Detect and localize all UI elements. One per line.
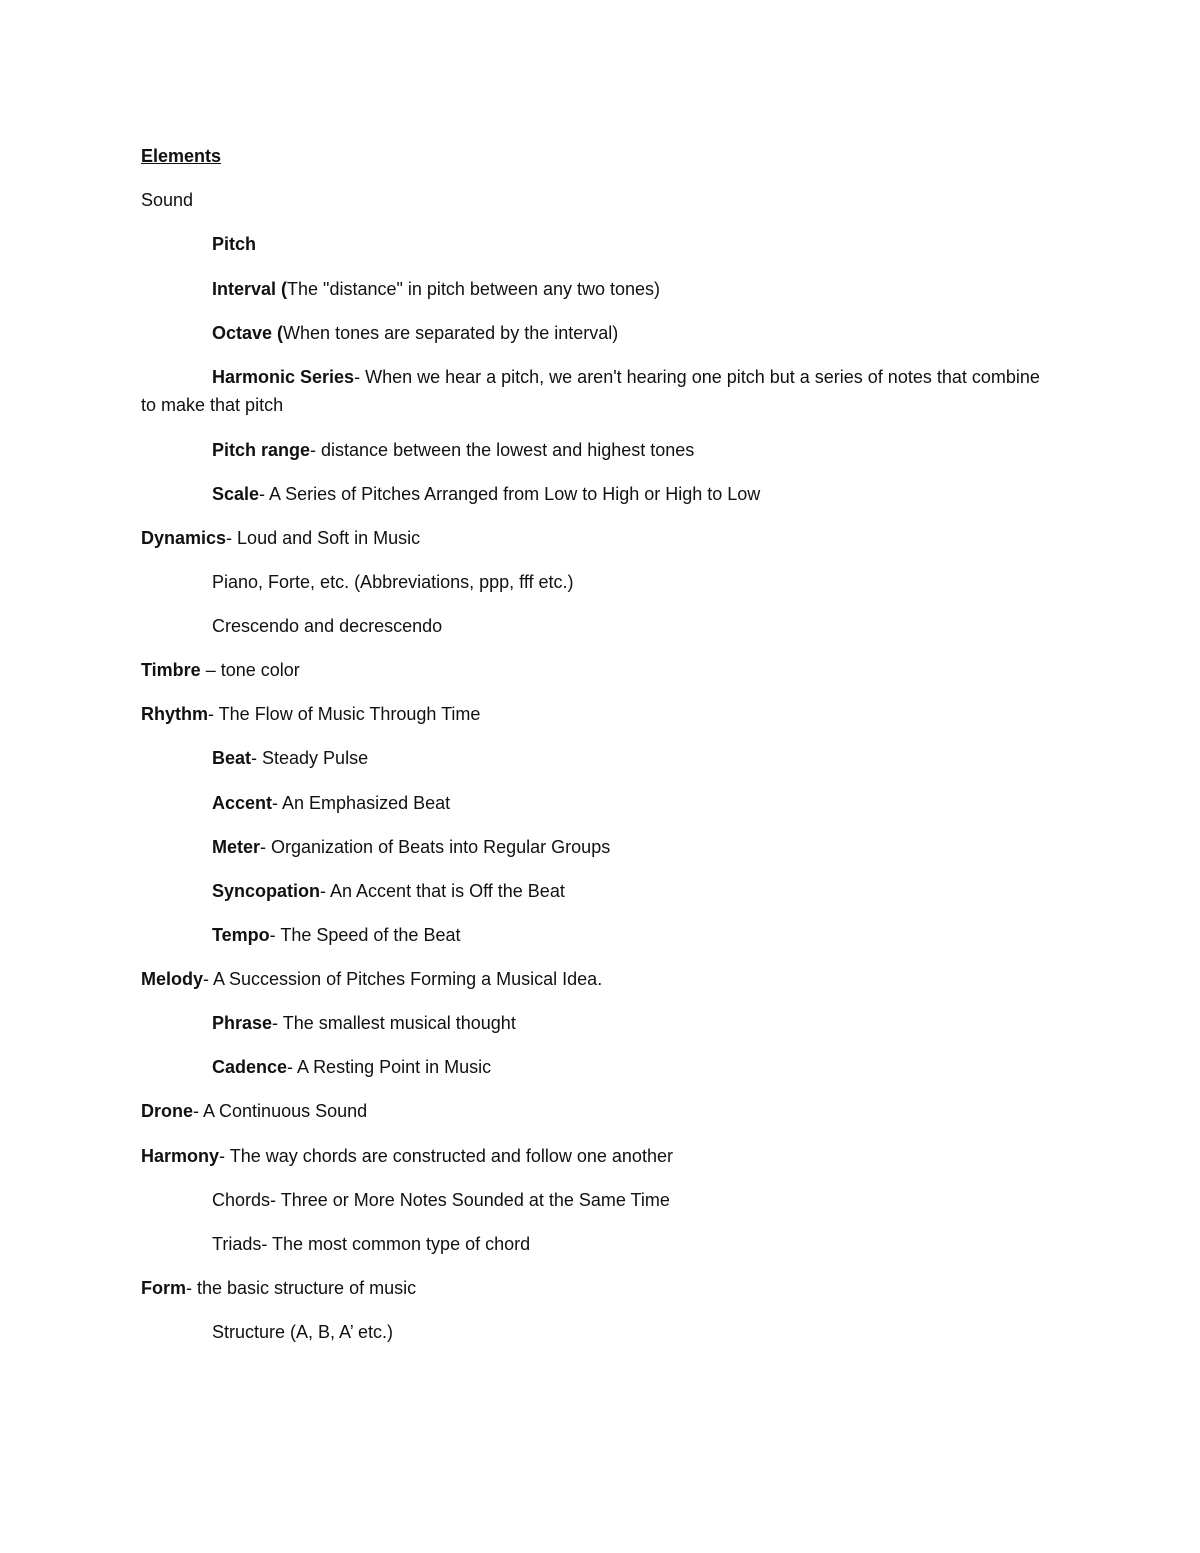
meter-def: - Organization of Beats into Regular Groups <box>260 837 611 857</box>
beat-def: - Steady Pulse <box>251 748 369 768</box>
line-sound <box>141 186 1051 214</box>
pitch-term: Pitch <box>212 234 257 254</box>
line-triads <box>212 1230 1122 1258</box>
line-harmonic-series <box>141 363 1051 419</box>
dynamics-def: - Loud and Soft in Music <box>226 528 421 548</box>
line-rhythm <box>141 700 1051 728</box>
octave-term: Octave ( <box>212 323 284 343</box>
timbre-term: Timbre <box>141 660 201 680</box>
cadence-term: Cadence <box>212 1057 288 1077</box>
line-accent <box>212 789 1122 817</box>
phrase-term: Phrase <box>212 1013 273 1033</box>
octave-def: When tones are separated by the interval) <box>283 323 619 343</box>
harmonic-series-def: - When we hear a pitch, we aren't hearing one pitch but a series of notes that combine to make that pitch <box>141 367 1040 415</box>
beat-term: Beat <box>212 748 252 768</box>
heading-text: Elements <box>141 146 222 166</box>
line-piano-forte <box>212 568 1122 596</box>
line-phrase <box>212 1009 1122 1037</box>
line-timbre <box>141 656 1051 684</box>
form-term: Form <box>141 1278 186 1298</box>
line-beat <box>212 744 1122 772</box>
pitch-range-def: - distance between the lowest and highest tones <box>310 440 695 460</box>
rhythm-def: - The Flow of Music Through Time <box>208 704 481 724</box>
harmonic-series-term: Harmonic Series <box>212 367 355 387</box>
cadence-def: - A Resting Point in Music <box>287 1057 492 1077</box>
line-interval <box>212 275 1122 303</box>
scale-def: - A Series of Pitches Arranged from Low to High or High to Low <box>259 484 761 504</box>
melody-term: Melody <box>141 969 204 989</box>
crescendo-text: Crescendo and decrescendo <box>212 616 443 636</box>
syncopation-term: Syncopation <box>212 881 321 901</box>
interval-def: The "distance" in pitch between any two tones) <box>287 279 661 299</box>
piano-forte-text: Piano, Forte, etc. (Abbreviations, ppp, fff etc.) <box>212 572 574 592</box>
sound-text: Sound <box>141 190 194 210</box>
line-tempo <box>212 921 1122 949</box>
line-crescendo <box>212 612 1122 640</box>
timbre-def: – tone color <box>200 660 300 680</box>
line-chords <box>212 1186 1122 1214</box>
line-structure <box>212 1318 1122 1346</box>
interval-term: Interval ( <box>212 279 288 299</box>
heading <box>141 142 1051 170</box>
triads-text: Triads- The most common type of chord <box>212 1234 531 1254</box>
syncopation-def: - An Accent that is Off the Beat <box>320 881 565 901</box>
line-cadence <box>212 1053 1122 1081</box>
chords-text: Chords- Three or More Notes Sounded at the Same Time <box>212 1190 670 1210</box>
tempo-term: Tempo <box>212 925 270 945</box>
line-pitch-range <box>212 436 1122 464</box>
line-form <box>141 1274 1051 1302</box>
harmony-def: - The way chords are constructed and follow one another <box>219 1146 673 1166</box>
meter-term: Meter <box>212 837 261 857</box>
line-melody <box>141 965 1051 993</box>
tempo-def: - The Speed of the Beat <box>269 925 461 945</box>
drone-def: - A Continuous Sound <box>193 1101 368 1121</box>
line-harmony <box>141 1142 1051 1170</box>
phrase-def: - The smallest musical thought <box>272 1013 516 1033</box>
drone-term: Drone <box>141 1101 194 1121</box>
form-def: - the basic structure of music <box>186 1278 417 1298</box>
pitch-range-term: Pitch range <box>212 440 311 460</box>
line-meter <box>212 833 1122 861</box>
line-octave <box>212 319 1122 347</box>
line-syncopation <box>212 877 1122 905</box>
accent-def: - An Emphasized Beat <box>272 793 451 813</box>
accent-term: Accent <box>212 793 273 813</box>
rhythm-term: Rhythm <box>141 704 208 724</box>
scale-term: Scale <box>212 484 260 504</box>
line-drone <box>141 1097 1051 1125</box>
harmony-term: Harmony <box>141 1146 220 1166</box>
line-pitch <box>212 230 1122 258</box>
structure-text: Structure (A, B, A’ etc.) <box>212 1322 394 1342</box>
line-dynamics <box>141 524 1051 552</box>
line-scale <box>212 480 1122 508</box>
dynamics-term: Dynamics <box>141 528 227 548</box>
melody-def: - A Succession of Pitches Forming a Musical Idea. <box>203 969 603 989</box>
